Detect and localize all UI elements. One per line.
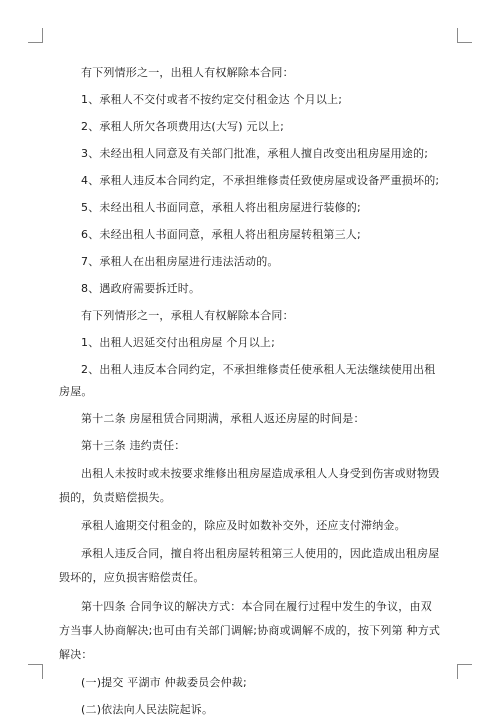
paragraph-article-13: 第十三条 违约责任： <box>81 439 186 452</box>
paragraph-sublet-liability: 承租人违反合同，擅自将出租房屋转租第三人使用的，因此造成出租房屋毁坏的，应负损害赔偿责任。 <box>59 547 440 584</box>
paragraph-tenant-termination-intro: 有下列情形之一，承租人有权解除本合同： <box>81 309 294 322</box>
paragraph-item-4: 4、承租人违反本合同约定，不承担维修责任致使房屋或设备严重损坏的; <box>81 174 440 187</box>
paragraph-item-2: 2、承租人所欠各项费用达(大写) 元以上; <box>81 120 284 133</box>
crop-mark-top-left <box>28 28 43 43</box>
paragraph-tenant-item-2: 2、出租人违反本合同约定，不承担维修责任使承租人无法继续使用出租房屋。 <box>59 363 436 398</box>
paragraph-court: (二)依法向人民法院起诉。 <box>81 703 214 716</box>
paragraph-article-14: 第十四条 合同争议的解决方式：本合同在履行过程中发生的争议，由双方当事人协商解决;也可由有关部门调解;协商或调解不成的，按下列第 种方式解决： <box>59 600 441 661</box>
paragraph-item-7: 7、承租人在出租房屋进行违法活动的。 <box>81 255 279 268</box>
paragraph-item-8: 8、遇政府需要拆迁时。 <box>81 282 201 295</box>
paragraph-item-1: 1、承租人不交付或者不按约定交付租金达 个月以上; <box>81 93 343 106</box>
paragraph-landlord-termination-intro: 有下列情形之一，出租人有权解除本合同： <box>81 66 294 79</box>
crop-mark-bottom-right <box>457 664 472 679</box>
paragraph-item-5: 5、未经出租人书面同意，承租人将出租房屋进行装修的; <box>81 201 361 214</box>
paragraph-landlord-liability: 出租人未按时或未按要求维修出租房屋造成承租人人身受到伤害或财物毁损的，负责赔偿损失。 <box>59 467 440 504</box>
crop-mark-bottom-left <box>28 664 43 679</box>
document-body <box>59 62 443 726</box>
paragraph-article-12: 第十二条 房屋租赁合同期满，承租人返还房屋的时间是： <box>81 412 365 425</box>
paragraph-arbitration: (一)提交 平湖市 仲裁委员会仲裁; <box>81 676 247 689</box>
paragraph-late-rent: 承租人逾期交付租金的，除应及时如数补交外，还应支付滞纳金。 <box>81 519 406 532</box>
paragraph-item-6: 6、未经出租人书面同意，承租人将出租房屋转租第三人; <box>81 228 361 241</box>
paragraph-tenant-item-1: 1、出租人迟延交付出租房屋 个月以上; <box>81 336 275 349</box>
crop-mark-top-right <box>457 28 472 43</box>
paragraph-item-3: 3、未经出租人同意及有关部门批准，承租人擅自改变出租房屋用途的; <box>81 147 429 160</box>
